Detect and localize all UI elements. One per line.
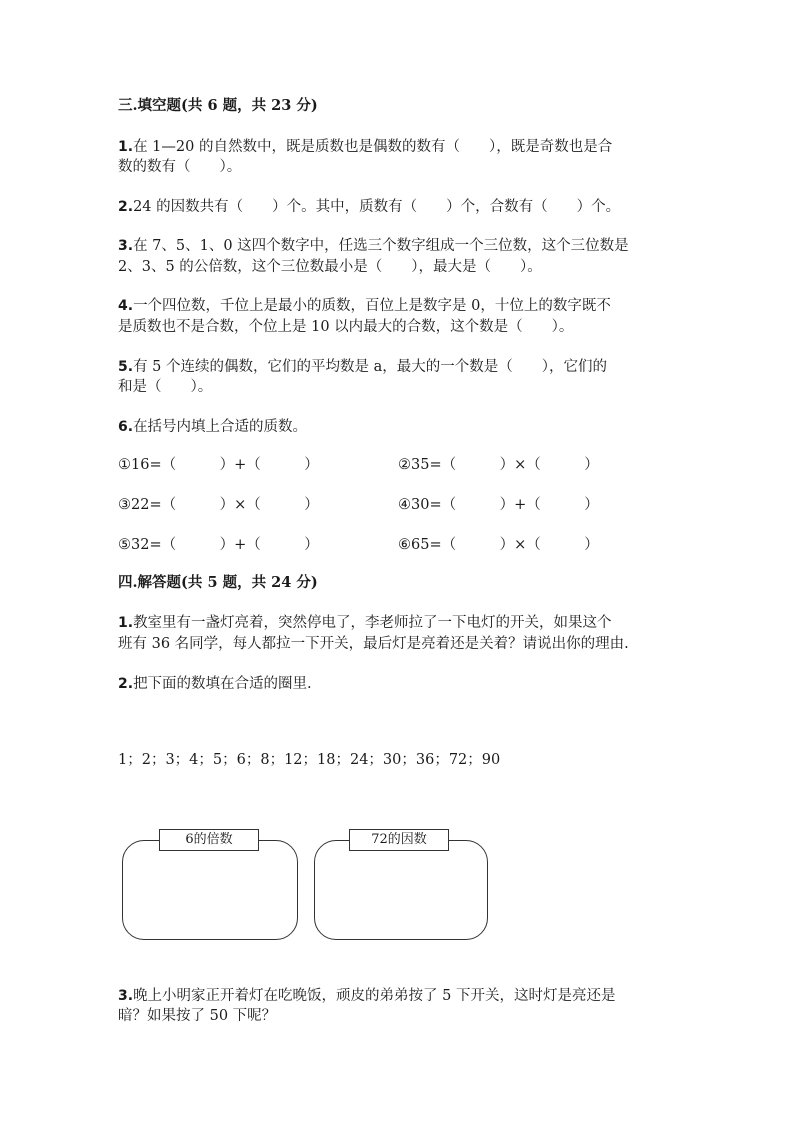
s3-q6-item-6: ⑥65=（ ）×（ ） <box>398 537 599 553</box>
s3-q4-line2: 是质数也不是合数，个位上是 10 以内最大的合数，这个数是（ ）。 <box>118 319 574 335</box>
s3-q6-item-5: ⑤32=（ ）+（ ） <box>118 537 319 553</box>
s4-q2-numbers: 1；2；3；4；5；6；8；12；18；24；30；36；72；90 <box>118 752 501 768</box>
s4-q3-text1: 晚上小明家正开着灯在吃晚饭，顽皮的弟弟按了 5 下开关，这时灯是亮还是 <box>133 988 616 1004</box>
s3-q6-item-4: ④30=（ ）+（ ） <box>398 497 599 513</box>
s3-q1-line2: 数的数有（ ）。 <box>118 159 242 175</box>
s3-q6-number: 6. <box>118 419 134 435</box>
section4-heading: 四.解答题(共 5 题，共 24 分) <box>118 574 318 591</box>
s4-q1-line1 <box>118 613 612 633</box>
s3-q6-item-2: ②35=（ ）×（ ） <box>398 457 599 473</box>
s3-q3-line1 <box>118 236 629 256</box>
s3-q2-text1: 24 的因数共有（ ）个。其中，质数有（ ）个，合数有（ ）个。 <box>133 199 621 215</box>
s3-q5-text1: 有 5 个连续的偶数，它们的平均数是 a，最大的一个数是（ ），它们的 <box>133 359 608 375</box>
s4-q2-number: 2. <box>118 676 134 692</box>
s4-q3-number: 3. <box>118 988 134 1004</box>
factors-of-72-label: 72的因数 <box>349 829 449 851</box>
s3-q1-number: 1. <box>118 139 134 155</box>
multiples-of-6-circle <box>122 840 298 940</box>
s3-q6-item-1: ①16=（ ）+（ ） <box>118 457 319 473</box>
s4-q3-line2: 暗？如果按了 50 下呢？ <box>118 1008 277 1024</box>
section3-heading: 三.填空题(共 6 题，共 23 分) <box>118 97 318 114</box>
multiples-of-6-label: 6的倍数 <box>159 829 259 851</box>
s3-q6-line1 <box>118 417 307 437</box>
s3-q6-item-3: ③22=（ ）×（ ） <box>118 497 319 513</box>
s3-q4-number: 4. <box>118 298 134 314</box>
s4-q2-line1 <box>118 674 312 694</box>
s4-q1-number: 1. <box>118 615 134 631</box>
s3-q1-line1 <box>118 137 612 157</box>
s3-q5-number: 5. <box>118 359 134 375</box>
s3-q3-text1: 在 7、5、1、0 这四个数字中，任选三个数字组成一个三位数，这个三位数是 <box>133 238 629 254</box>
s3-q5-line2: 和是（ ）。 <box>118 379 213 395</box>
s3-q3-line2: 2、3、5 的公倍数，这个三位数最小是（ ），最大是（ ）。 <box>118 259 542 275</box>
s3-q6-text1: 在括号内填上合适的质数。 <box>133 419 308 435</box>
s3-q4-text1: 一个四位数，千位上是最小的质数，百位上是数字是 0，十位上的数字既不 <box>133 298 611 314</box>
s4-q2-text1: 把下面的数填在合适的圈里. <box>133 676 312 692</box>
s3-q3-number: 3. <box>118 238 134 254</box>
s3-q1-text1: 在 1—20 的自然数中，既是质数也是偶数的数有（ ），既是奇数也是合 <box>133 139 613 155</box>
s3-q5-line1 <box>118 357 607 377</box>
s4-q1-text1: 教室里有一盏灯亮着，突然停电了，李老师拉了一下电灯的开关，如果这个 <box>133 615 612 631</box>
factors-of-72-circle <box>314 840 488 940</box>
s3-q2-number: 2. <box>118 199 134 215</box>
s4-q3-line1 <box>118 986 616 1006</box>
s4-q1-line2: 班有 36 名同学，每人都拉一下开关，最后灯是亮着还是关着？请说出你的理由. <box>118 636 629 652</box>
s3-q4-line1 <box>118 296 611 316</box>
s3-q2-line1 <box>118 197 620 217</box>
